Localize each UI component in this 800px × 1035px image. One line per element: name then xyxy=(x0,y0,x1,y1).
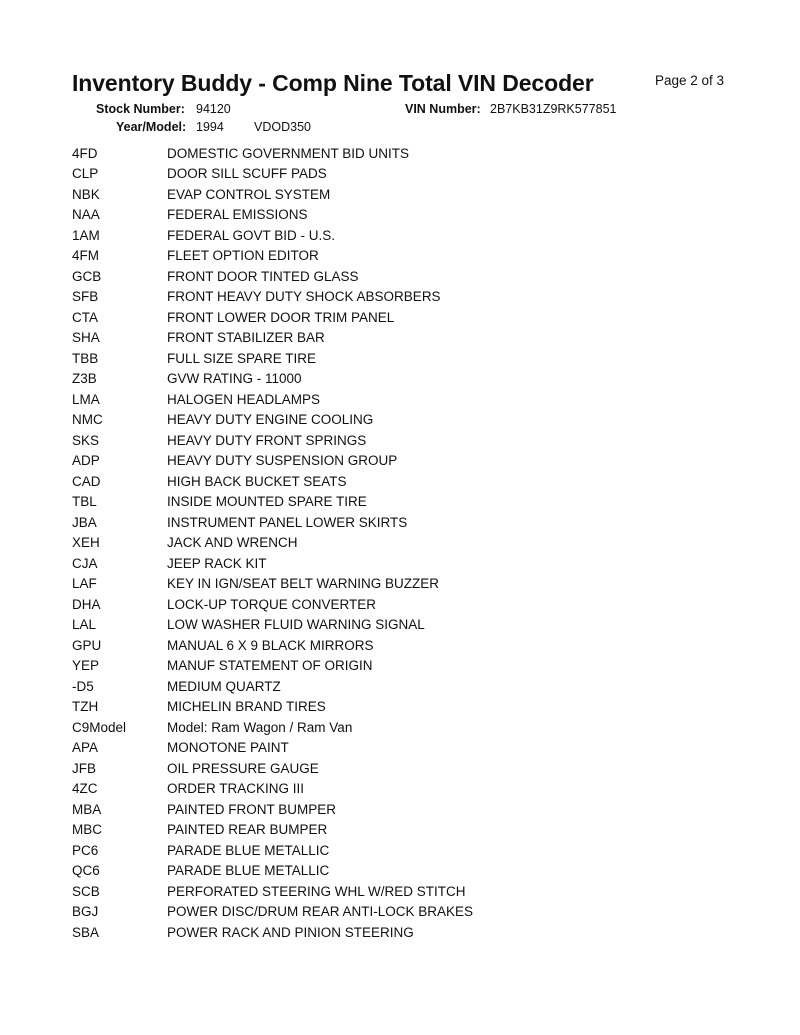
option-code: 4FD xyxy=(72,145,98,161)
option-code: LAF xyxy=(72,576,97,592)
option-code: SFB xyxy=(72,289,99,305)
year-model-label: Year/Model: xyxy=(116,120,187,134)
option-description: HALOGEN HEADLAMPS xyxy=(167,391,321,407)
option-code-row xyxy=(72,348,672,369)
option-code-row xyxy=(72,266,672,287)
option-code: TBB xyxy=(72,350,99,366)
option-description: OIL PRESSURE GAUGE xyxy=(167,760,319,776)
stock-number-value: 94120 xyxy=(196,102,231,116)
option-code-row xyxy=(72,533,672,554)
option-code-row xyxy=(72,287,672,308)
vin-number-label: VIN Number: xyxy=(405,102,481,116)
option-code-row xyxy=(72,861,672,882)
option-code: TZH xyxy=(72,699,99,715)
option-code-row xyxy=(72,471,672,492)
option-code: TBL xyxy=(72,494,97,510)
option-code-row xyxy=(72,594,672,615)
option-code-row xyxy=(72,676,672,697)
option-description: HEAVY DUTY SUSPENSION GROUP xyxy=(167,453,398,469)
option-code-row xyxy=(72,164,672,185)
option-code-row xyxy=(72,902,672,923)
option-description: PARADE BLUE METALLIC xyxy=(167,863,330,879)
option-description: FRONT DOOR TINTED GLASS xyxy=(167,268,359,284)
option-description: JACK AND WRENCH xyxy=(167,535,298,551)
option-description: PAINTED FRONT BUMPER xyxy=(167,801,337,817)
option-code: GPU xyxy=(72,637,102,653)
option-description: LOW WASHER FLUID WARNING SIGNAL xyxy=(167,617,425,633)
option-description: KEY IN IGN/SEAT BELT WARNING BUZZER xyxy=(167,576,440,592)
option-description: FULL SIZE SPARE TIRE xyxy=(167,350,317,366)
option-description: LOCK-UP TORQUE CONVERTER xyxy=(167,596,377,612)
option-code: NAA xyxy=(72,207,100,223)
option-description: HEAVY DUTY FRONT SPRINGS xyxy=(167,432,367,448)
option-code-row xyxy=(72,184,672,205)
option-description: HEAVY DUTY ENGINE COOLING xyxy=(167,412,374,428)
option-code: 4FM xyxy=(72,248,99,264)
option-description: EVAP CONTROL SYSTEM xyxy=(167,186,331,202)
page-indicator: Page 2 of 3 xyxy=(655,73,725,88)
option-description: FEDERAL GOVT BID - U.S. xyxy=(167,227,336,243)
option-code-row xyxy=(72,758,672,779)
option-description: INSIDE MOUNTED SPARE TIRE xyxy=(167,494,367,510)
option-code-row xyxy=(72,246,672,267)
option-description: PAINTED REAR BUMPER xyxy=(167,822,328,838)
option-code: 1AM xyxy=(72,227,100,243)
page-title: Inventory Buddy - Comp Nine Total VIN Decoder xyxy=(72,70,594,96)
option-description: INSTRUMENT PANEL LOWER SKIRTS xyxy=(167,514,408,530)
option-code-row xyxy=(72,328,672,349)
option-description: FRONT HEAVY DUTY SHOCK ABSORBERS xyxy=(167,289,441,305)
option-code: MBC xyxy=(72,822,102,838)
option-code: -D5 xyxy=(72,678,94,694)
option-code: GCB xyxy=(72,268,102,284)
option-description: FEDERAL EMISSIONS xyxy=(167,207,308,223)
stock-number-label: Stock Number: xyxy=(96,102,185,116)
option-code: CLP xyxy=(72,166,99,182)
year-value: 1994 xyxy=(196,120,224,134)
vin-number-value: 2B7KB31Z9RK577851 xyxy=(490,102,617,116)
option-description: MEDIUM QUARTZ xyxy=(167,678,281,694)
option-code-row xyxy=(72,881,672,902)
model-value: VDOD350 xyxy=(254,120,311,134)
option-code: CJA xyxy=(72,555,98,571)
option-description: FRONT STABILIZER BAR xyxy=(167,330,325,346)
option-code: PC6 xyxy=(72,842,99,858)
option-code: DHA xyxy=(72,596,101,612)
option-description: POWER RACK AND PINION STEERING xyxy=(167,924,414,940)
option-code-row xyxy=(72,697,672,718)
option-code: LAL xyxy=(72,617,97,633)
option-code: SCB xyxy=(72,883,100,899)
option-description: PERFORATED STEERING WHL W/RED STITCH xyxy=(167,883,466,899)
option-code: JBA xyxy=(72,514,97,530)
option-code-row xyxy=(72,820,672,841)
option-code: Z3B xyxy=(72,371,97,387)
option-description: FRONT LOWER DOOR TRIM PANEL xyxy=(167,309,395,325)
option-code-list xyxy=(72,143,672,943)
option-code-row xyxy=(72,553,672,574)
option-code: SKS xyxy=(72,432,100,448)
option-code-row xyxy=(72,738,672,759)
option-code: CTA xyxy=(72,309,98,325)
option-description: JEEP RACK KIT xyxy=(167,555,267,571)
option-code-row xyxy=(72,779,672,800)
option-code: BGJ xyxy=(72,904,99,920)
option-code: CAD xyxy=(72,473,101,489)
option-code: QC6 xyxy=(72,863,100,879)
option-description: Model: Ram Wagon / Ram Van xyxy=(167,719,353,735)
option-description: GVW RATING - 11000 xyxy=(167,371,302,387)
option-description: HIGH BACK BUCKET SEATS xyxy=(167,473,347,489)
option-code-row xyxy=(72,225,672,246)
option-code: C9Model xyxy=(72,719,127,735)
option-code: SHA xyxy=(72,330,100,346)
option-code: LMA xyxy=(72,391,100,407)
option-code-row xyxy=(72,615,672,636)
option-code-row xyxy=(72,451,672,472)
option-code: APA xyxy=(72,740,99,756)
option-code-row xyxy=(72,389,672,410)
option-code-row xyxy=(72,574,672,595)
option-code-row xyxy=(72,840,672,861)
option-description: MANUF STATEMENT OF ORIGIN xyxy=(167,658,373,674)
option-code: XEH xyxy=(72,535,100,551)
option-code: NBK xyxy=(72,186,100,202)
option-description: MICHELIN BRAND TIRES xyxy=(167,699,326,715)
option-code-row xyxy=(72,430,672,451)
option-code: NMC xyxy=(72,412,103,428)
option-code: MBA xyxy=(72,801,102,817)
option-code-row xyxy=(72,656,672,677)
option-code-row xyxy=(72,512,672,533)
option-code-row xyxy=(72,307,672,328)
option-code-row xyxy=(72,717,672,738)
option-code: ADP xyxy=(72,453,100,469)
option-code-row xyxy=(72,369,672,390)
option-description: MONOTONE PAINT xyxy=(167,740,289,756)
option-code: JFB xyxy=(72,760,97,776)
option-description: PARADE BLUE METALLIC xyxy=(167,842,330,858)
option-description: FLEET OPTION EDITOR xyxy=(167,248,319,264)
option-code: 4ZC xyxy=(72,781,98,797)
option-code-row xyxy=(72,143,672,164)
option-code-row xyxy=(72,799,672,820)
option-code-row xyxy=(72,410,672,431)
option-code-row xyxy=(72,205,672,226)
option-description: MANUAL 6 X 9 BLACK MIRRORS xyxy=(167,637,374,653)
option-description: DOMESTIC GOVERNMENT BID UNITS xyxy=(167,145,410,161)
option-description: POWER DISC/DRUM REAR ANTI-LOCK BRAKES xyxy=(167,904,474,920)
option-code-row xyxy=(72,492,672,513)
option-code-row xyxy=(72,635,672,656)
option-code-row xyxy=(72,922,672,943)
option-description: DOOR SILL SCUFF PADS xyxy=(167,166,327,182)
option-code: YEP xyxy=(72,658,100,674)
option-description: ORDER TRACKING III xyxy=(167,781,305,797)
option-code: SBA xyxy=(72,924,100,940)
